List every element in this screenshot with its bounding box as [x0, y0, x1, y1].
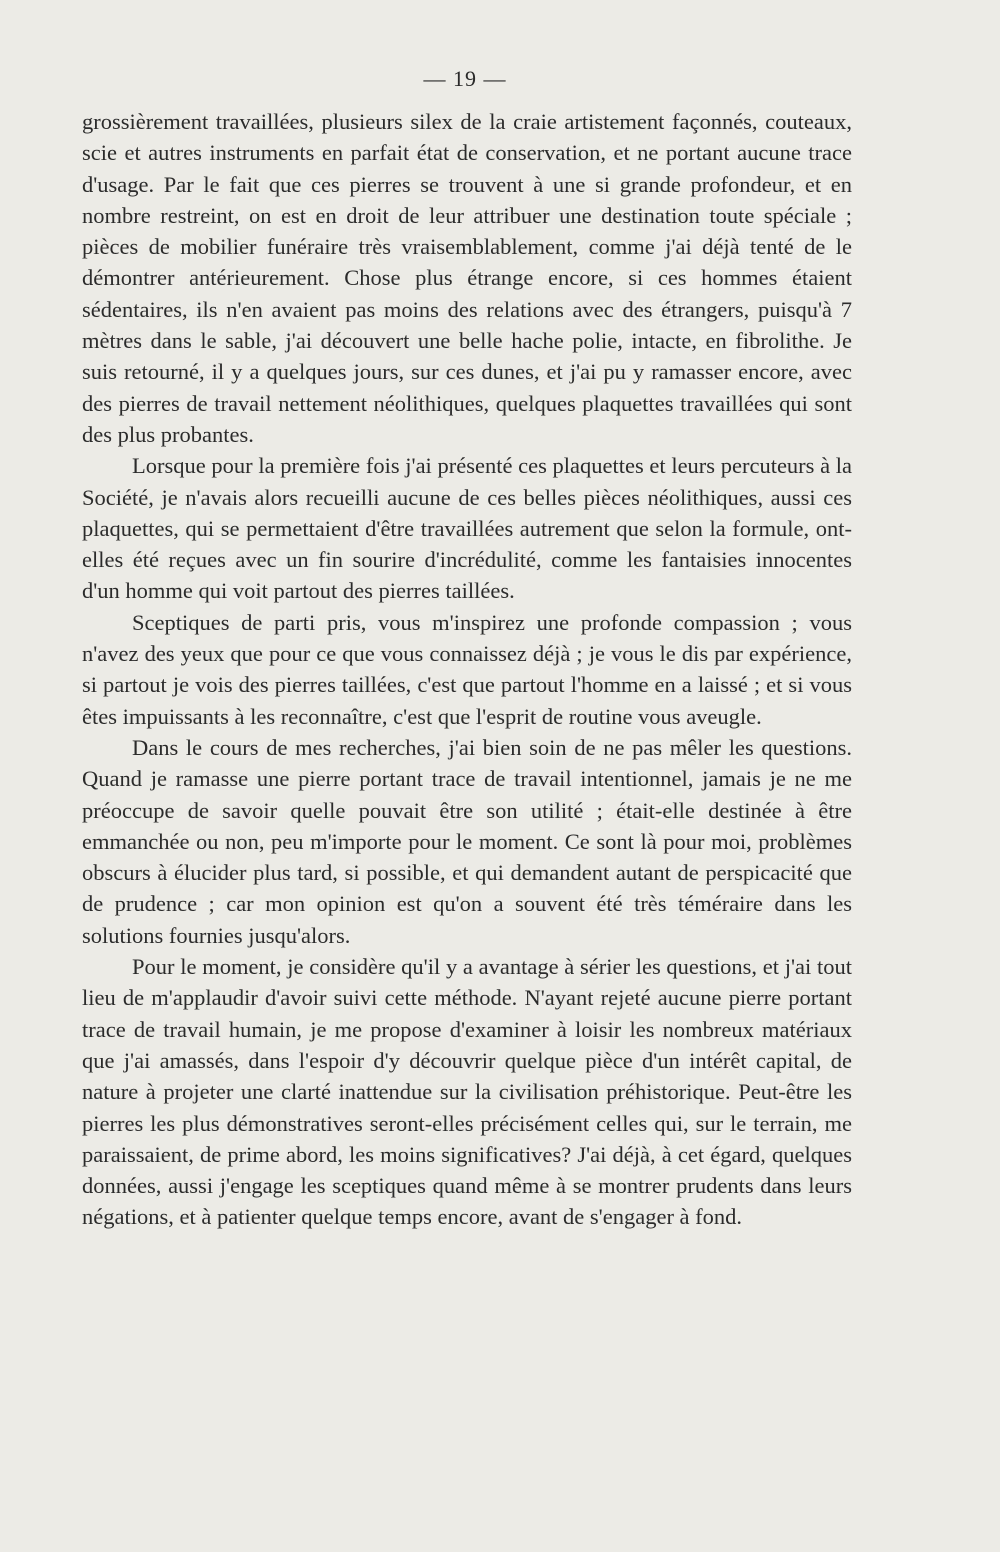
paragraph-continuation: grossièrement travaillées, plusieurs silex de la craie artistement façonnés, couteaux, scie et autres instruments en parfait état de conservation, et ne portant aucune trace d'usage. Par le fait que ces pierres se trouvent à une si grande profondeur, et en nombre restreint, on est en droit de leur attribuer une destination toute spéciale ; pièces de mobilier funéraire très vraisemblablement, comme j'ai déjà tenté de le démontrer antérieurement. Chose plus étrange encore, si ces hommes étaient sédentaires, ils n'en avaient pas moins des relations avec des étrangers, puisqu'à 7 mètres dans le sable, j'ai découvert une belle hache polie, intacte, en fibrolithe. Je suis retourné, il y a quelques jours, sur ces dunes, et j'ai pu y ramasser encore, avec des pierres de travail nettement néolithiques, quelques plaquettes travaillées qui sont des plus probantes.: [82, 109, 852, 447]
paragraph: Sceptiques de parti pris, vous m'inspirez une profonde compassion ; vous n'avez des yeux que pour ce que vous connaissez déjà ; je vous le dis par expérience, si partout je vois des pierres taillées, c'est que partout l'homme en a laissé ; et si vous êtes impuissants à les reconnaître, c'est que l'esprit de routine vous aveugle.: [82, 609, 852, 729]
page-number: — 19 —: [423, 66, 507, 91]
paragraph: Lorsque pour la première fois j'ai présenté ces plaquettes et leurs percuteurs à la Société, je n'avais alors recueilli aucune de ces belles pièces néolithiques, aussi ces plaquettes, qui se permettaient d'être travaillées autrement que selon la formule, ont-elles été reçues avec un fin sourire d'incrédulité, comme les fantaisies innocentes d'un homme qui voit partout des pierres taillées.: [82, 453, 852, 604]
paragraph: Dans le cours de mes recherches, j'ai bien soin de ne pas mêler les questions. Quand je ramasse une pierre portant trace de travail intentionnel, jamais je ne me préoccupe de savoir quelle pouvait être son utilité ; était-elle destinée à être emmanchée ou non, peu m'importe pour le moment. Ce sont là pour moi, problèmes obscurs à élucider plus tard, si possible, et qui demandent autant de perspicacité que de prudence ; car mon opinion est qu'on a souvent été très téméraire dans les solutions fournies jusqu'alors.: [82, 734, 852, 948]
paragraph: Pour le moment, je considère qu'il y a avantage à sérier les questions, et j'ai tout lieu de m'applaudir d'avoir suivi cette méthode. N'ayant rejeté aucune pierre portant trace de travail humain, je me propose d'examiner à loisir les nombreux matériaux que j'ai amassés, dans l'espoir d'y découvrir quelque pièce d'un intérêt capital, de nature à projeter une clarté inattendue sur la civilisation préhistorique. Peut-être les pierres les plus démonstratives seront-elles précisément celles qui, sur le terrain, me paraissaient, de prime abord, les moins significatives? J'ai déjà, à cet égard, quelques données, aussi j'engage les sceptiques quand même à se montrer prudents dans leurs négations, et à patienter quelque temps encore, avant de s'engager à fond.: [82, 954, 852, 1230]
body-text: [82, 106, 852, 1233]
